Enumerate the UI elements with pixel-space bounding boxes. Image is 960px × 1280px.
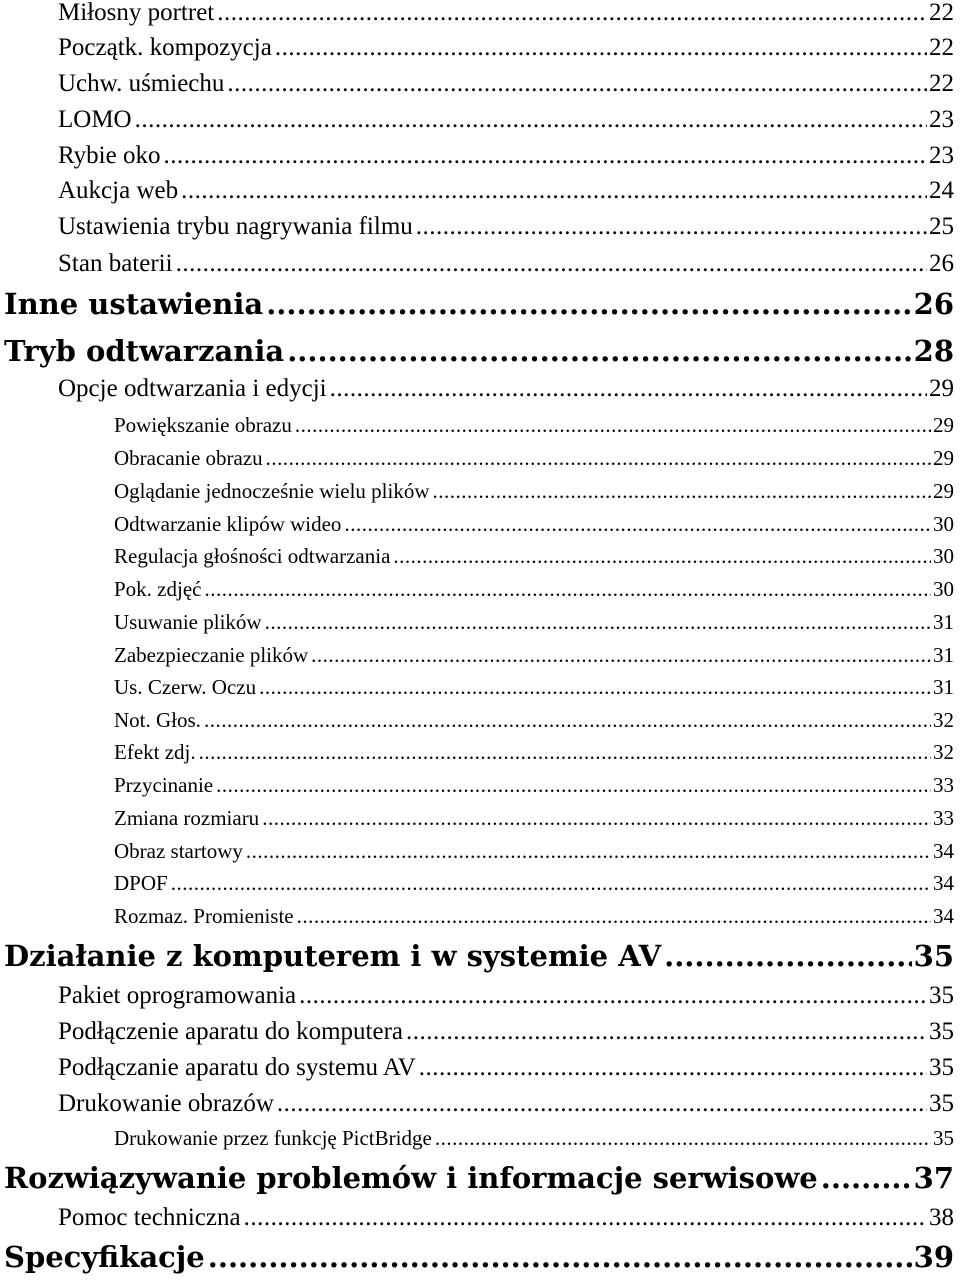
toc-entry-title: Odtwarzanie klipów wideo (114, 512, 342, 536)
toc-entry[interactable] (114, 609, 954, 635)
toc-dot-leader (416, 212, 927, 242)
toc-entry[interactable] (58, 249, 954, 279)
toc-entry[interactable] (114, 576, 954, 602)
toc-entry-page-number: 22 (929, 34, 954, 61)
toc-dot-leader (266, 445, 931, 471)
toc-entry[interactable] (114, 707, 954, 733)
toc-entry-title: Inne ustawienia (4, 287, 264, 321)
toc-entry-page-number: 22 (929, 70, 954, 97)
toc-entry-page-number: 30 (933, 544, 954, 568)
toc-dot-leader (344, 511, 931, 537)
toc-entry[interactable] (4, 1240, 954, 1274)
toc-entry[interactable] (114, 543, 954, 569)
toc-entry-title: Not. Głos. (114, 708, 201, 732)
toc-entry-page-number: 35 (929, 1054, 954, 1081)
toc-entry[interactable] (4, 287, 954, 321)
toc-dot-leader (259, 674, 931, 700)
toc-dot-leader (216, 772, 931, 798)
toc-entry[interactable] (114, 674, 954, 700)
toc-entry-page-number: 34 (933, 904, 954, 928)
toc-entry-title: Tryb odtwarzania (4, 334, 285, 368)
toc-entry-page-number: 35 (929, 1018, 954, 1045)
toc-entry-page-number: 29 (933, 446, 954, 470)
toc-entry-title: Powiększanie obrazu (114, 413, 292, 437)
toc-dot-leader (262, 805, 931, 831)
toc-entry-page-number: 24 (929, 177, 954, 204)
toc-entry-title: Drukowanie przez funkcję PictBridge (114, 1126, 432, 1150)
toc-entry-page-number: 33 (933, 773, 954, 797)
toc-entry[interactable] (58, 0, 954, 28)
toc-entry-title: Specyfikacje (4, 1240, 205, 1274)
toc-entry-title: Efekt zdj. (114, 740, 196, 764)
toc-entry-title: Rozmaz. Promieniste (114, 904, 294, 928)
toc-dot-leader (204, 707, 931, 733)
toc-entry[interactable] (4, 334, 954, 368)
toc-entry-page-number: 34 (933, 839, 954, 863)
toc-dot-leader (664, 939, 912, 973)
toc-entry[interactable] (114, 642, 954, 668)
toc-entry-page-number: 29 (933, 479, 954, 503)
toc-dot-leader (135, 105, 927, 135)
toc-dot-leader (393, 543, 931, 569)
toc-entry[interactable] (114, 903, 954, 929)
toc-entry-page-number: 22 (929, 0, 954, 26)
toc-entry-title: Stan baterii (58, 250, 173, 277)
toc-entry-title: Rozwiązywanie problemów i informacje serwisowe (4, 1161, 818, 1195)
toc-entry[interactable] (58, 105, 954, 135)
toc-dot-leader (277, 1089, 927, 1119)
toc-dot-leader (217, 0, 927, 28)
toc-entry-title: Zabezpieczanie plików (114, 643, 309, 667)
toc-entry-page-number: 35 (929, 982, 954, 1009)
toc-entry-title: Pok. zdjęć (114, 577, 202, 601)
toc-entry[interactable] (114, 772, 954, 798)
toc-entry-title: Miłosny portret (58, 0, 215, 26)
toc-entry-title: Pakiet oprogramowania (58, 982, 297, 1009)
toc-dot-leader (208, 1240, 912, 1274)
toc-entry-title: Pomoc techniczna (58, 1204, 241, 1231)
toc-dot-leader (297, 903, 931, 929)
toc-entry-page-number: 28 (913, 334, 954, 368)
toc-entry-title: Uchw. uśmiechu (58, 70, 225, 97)
toc-entry-title: Rybie oko (58, 142, 161, 169)
toc-dot-leader (244, 1203, 927, 1233)
toc-dot-leader (163, 141, 927, 171)
toc-entry-title: Przycinanie (114, 773, 214, 797)
toc-entry-page-number: 30 (933, 512, 954, 536)
toc-entry-page-number: 26 (913, 287, 954, 321)
toc-entry[interactable] (58, 212, 954, 242)
toc-entry-page-number: 35 (933, 1126, 954, 1150)
toc-entry[interactable] (114, 739, 954, 765)
toc-entry-page-number: 23 (929, 142, 954, 169)
toc-entry[interactable] (114, 412, 954, 438)
toc-entry-page-number: 37 (913, 1161, 954, 1195)
toc-entry-page-number: 29 (929, 375, 954, 402)
toc-entry-title: LOMO (58, 106, 132, 133)
toc-dot-leader (275, 33, 927, 63)
toc-entry[interactable] (114, 478, 954, 504)
toc-entry[interactable] (4, 939, 954, 973)
toc-dot-leader (227, 69, 927, 99)
toc-dot-leader (435, 1125, 931, 1151)
toc-dot-leader (295, 412, 931, 438)
toc-dot-leader (171, 870, 931, 896)
toc-dot-leader (181, 176, 927, 206)
toc-dot-leader (246, 838, 931, 864)
toc-dot-leader (265, 609, 931, 635)
toc-entry[interactable] (58, 1203, 954, 1233)
toc-entry-page-number: 26 (929, 250, 954, 277)
toc-dot-leader (821, 1161, 912, 1195)
toc-dot-leader (299, 981, 927, 1011)
toc-entry-page-number: 32 (933, 708, 954, 732)
toc-dot-leader (419, 1053, 927, 1083)
toc-entry[interactable] (58, 33, 954, 63)
toc-entry-title: Podłączanie aparatu do systemu AV (58, 1054, 416, 1081)
toc-entry-title: Ustawienia trybu nagrywania filmu (58, 213, 413, 240)
toc-entry-page-number: 23 (929, 106, 954, 133)
toc-entry[interactable] (58, 374, 954, 404)
toc-entry-page-number: 34 (933, 871, 954, 895)
toc-entry[interactable] (4, 1161, 954, 1195)
toc-entry-title: Oglądanie jednocześnie wielu plików (114, 479, 430, 503)
toc-entry-title: Regulacja głośności odtwarzania (114, 544, 391, 568)
toc-entry-title: Us. Czerw. Oczu (114, 675, 257, 699)
toc-entry[interactable] (58, 1089, 954, 1119)
toc-entry[interactable] (114, 1125, 954, 1151)
toc-entry-page-number: 31 (933, 643, 954, 667)
toc-entry-page-number: 31 (933, 675, 954, 699)
toc-entry-title: DPOF (114, 871, 168, 895)
toc-dot-leader (287, 334, 911, 368)
toc-entry-title: Początk. kompozycja (58, 34, 272, 61)
toc-dot-leader (266, 287, 911, 321)
toc-entry[interactable] (58, 1053, 954, 1083)
toc-entry[interactable] (114, 805, 954, 831)
toc-entry-page-number: 25 (929, 213, 954, 240)
toc-entry-page-number: 32 (933, 740, 954, 764)
toc-entry-title: Drukowanie obrazów (58, 1090, 274, 1117)
toc-entry[interactable] (58, 69, 954, 99)
toc-entry[interactable] (58, 1017, 954, 1047)
toc-entry-title: Działanie z komputerem i w systemie AV (4, 939, 662, 973)
toc-entry-title: Podłączenie aparatu do komputera (58, 1018, 403, 1045)
toc-entry[interactable] (114, 511, 954, 537)
toc-dot-leader (199, 739, 931, 765)
toc-dot-leader (311, 642, 931, 668)
toc-entry-title: Opcje odtwarzania i edycji (58, 375, 327, 402)
toc-dot-leader (176, 249, 927, 279)
toc-entry[interactable] (114, 870, 954, 896)
toc-dot-leader (204, 576, 931, 602)
toc-dot-leader (432, 478, 931, 504)
toc-entry-page-number: 39 (913, 1240, 954, 1274)
toc-dot-leader (330, 374, 927, 404)
toc-entry-title: Aukcja web (58, 177, 179, 204)
toc-entry-page-number: 35 (913, 939, 954, 973)
toc-entry-page-number: 30 (933, 577, 954, 601)
toc-entry-title: Obraz startowy (114, 839, 243, 863)
toc-entry[interactable] (58, 981, 954, 1011)
toc-entry-title: Zmiana rozmiaru (114, 806, 260, 830)
toc-entry-page-number: 29 (933, 413, 954, 437)
toc-entry-title: Usuwanie plików (114, 610, 262, 634)
toc-entry[interactable] (58, 141, 954, 171)
toc-entry-page-number: 35 (929, 1090, 954, 1117)
toc-entry-page-number: 38 (929, 1204, 954, 1231)
toc-entry[interactable] (114, 838, 954, 864)
toc-entry-page-number: 31 (933, 610, 954, 634)
toc-entry[interactable] (114, 445, 954, 471)
toc-entry-title: Obracanie obrazu (114, 446, 263, 470)
toc-entry-page-number: 33 (933, 806, 954, 830)
toc-entry[interactable] (58, 176, 954, 206)
toc-dot-leader (406, 1017, 927, 1047)
